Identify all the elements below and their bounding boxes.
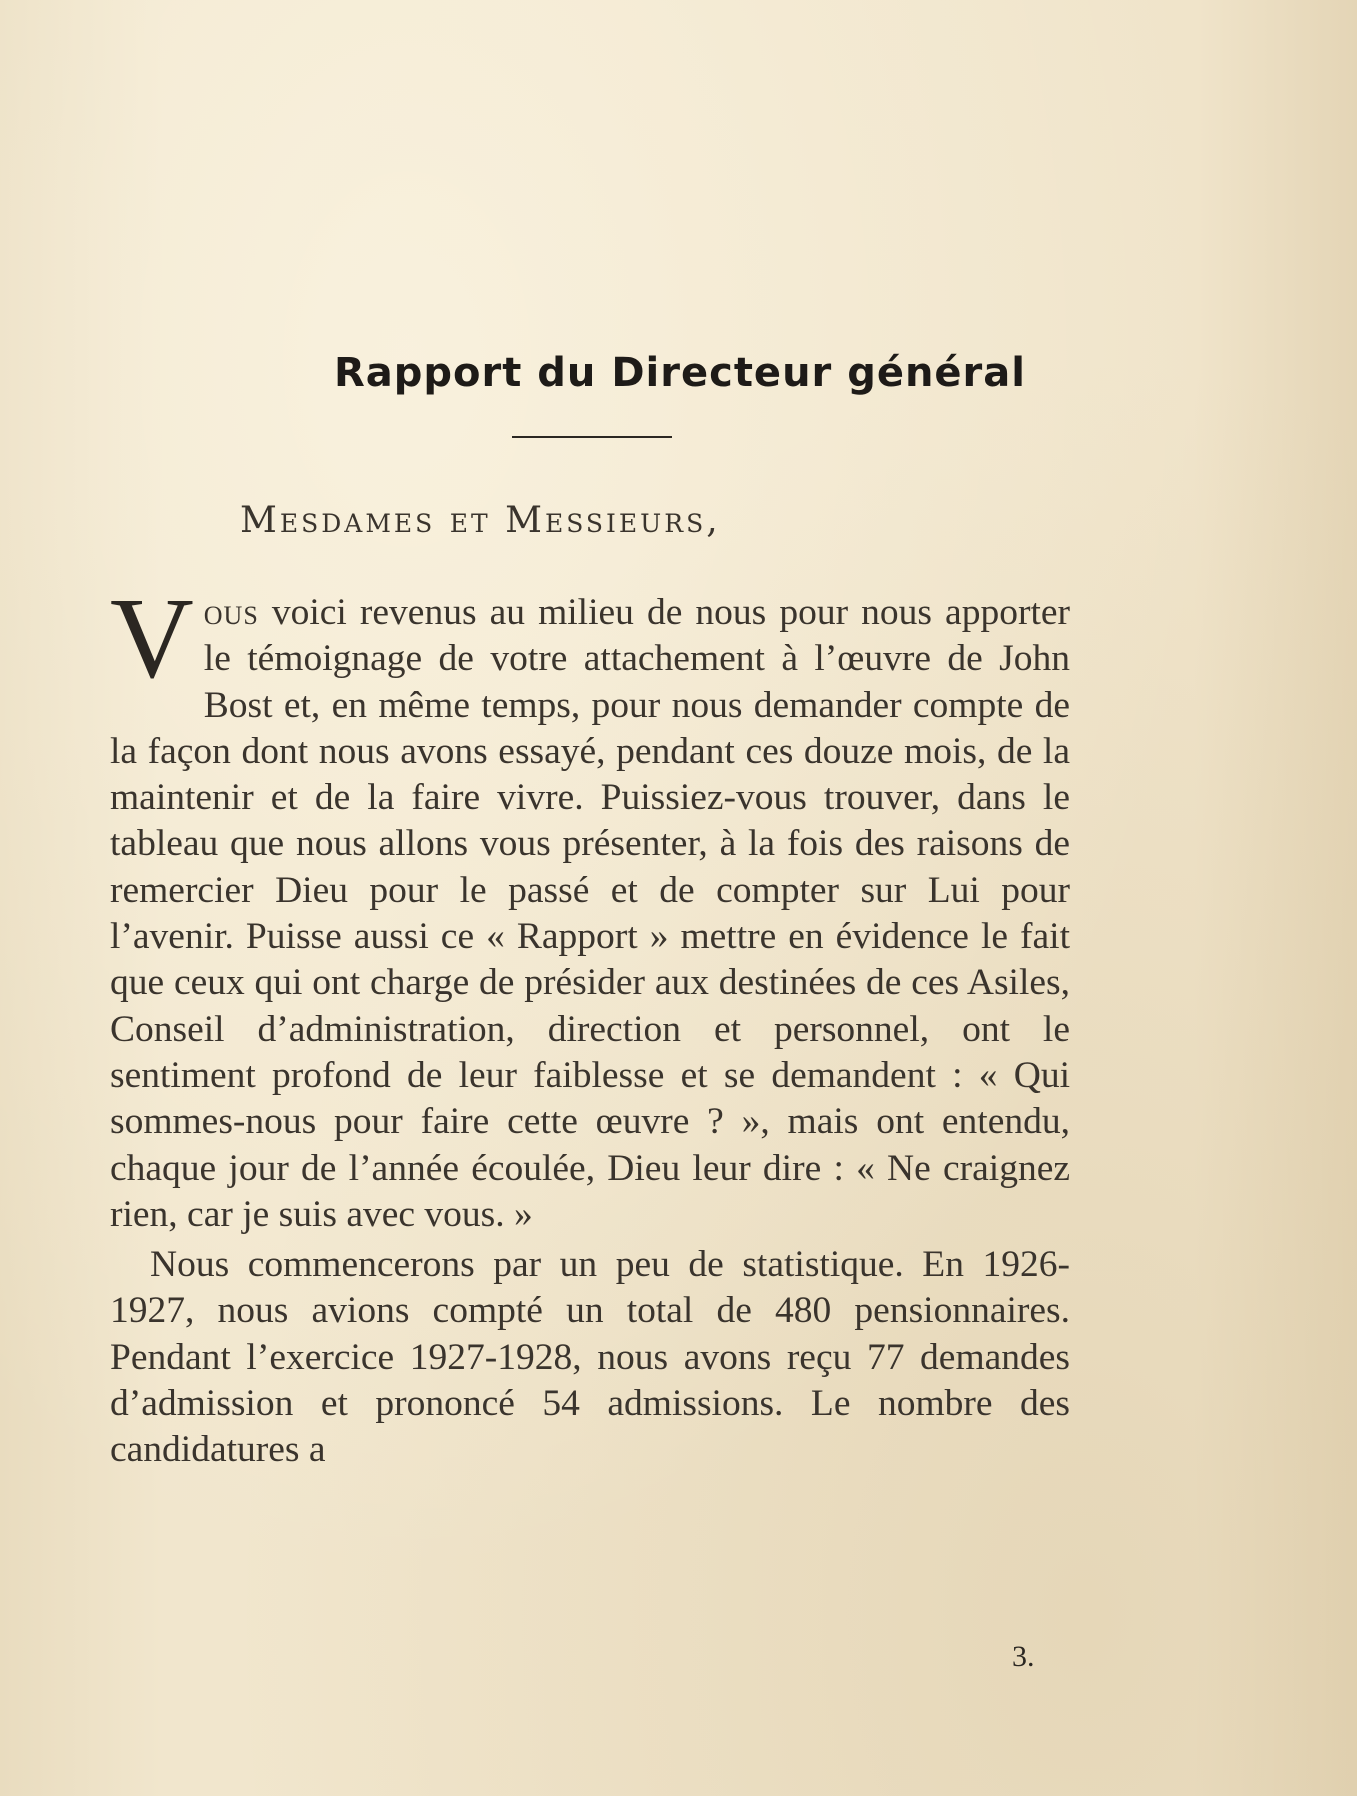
body-text	[110, 575, 1070, 1474]
page-number: 3.	[1012, 1640, 1035, 1673]
page-title: Rapport du Directeur général	[333, 350, 1026, 396]
title-divider	[512, 436, 672, 438]
lead-word: ous	[203, 592, 259, 633]
paragraph-1-text: voici revenus au milieu de nous pour nous apporter le témoignage de votre attachement à l’œuvre de John Bost et, en même temps, pour nous demander compte de la façon dont nous avons essayé, pendant ces douze mois, de la maintenir et de la faire vivre. Puissiez-vous trouver, dans le tableau que nous allons vous présenter, à la fois des raisons de remercier Dieu pour le passé et de compter sur Lui pour l’avenir. Puisse aussi ce « Rapport » mettre en évidence le fait que ceux qui ont charge de présider aux destinées de ces Asiles, Conseil d’administration, direction et personnel, ont le sentiment profond de leur faiblesse et se demandent : « Qui sommes-nous pour faire cette œuvre ? », mais ont entendu, chaque jour de l’année écoulée, Dieu leur dire : « Ne craignez rien, car je suis avec vous. »	[110, 592, 1070, 1235]
paragraph-1	[110, 575, 1070, 1238]
drop-cap: V	[110, 575, 194, 703]
paragraph-2: Nous commencerons par un peu de statistique. En 1926-1927, nous avions compté un total de 480 pensionnaires. Pendant l’exercice 1927-1928, nous avons reçu 77 demandes d’admission et prononcé 54 admissions. Le nombre des candidatures a	[110, 1244, 1070, 1471]
salutation: Mesdames et Messieurs,	[240, 500, 721, 541]
